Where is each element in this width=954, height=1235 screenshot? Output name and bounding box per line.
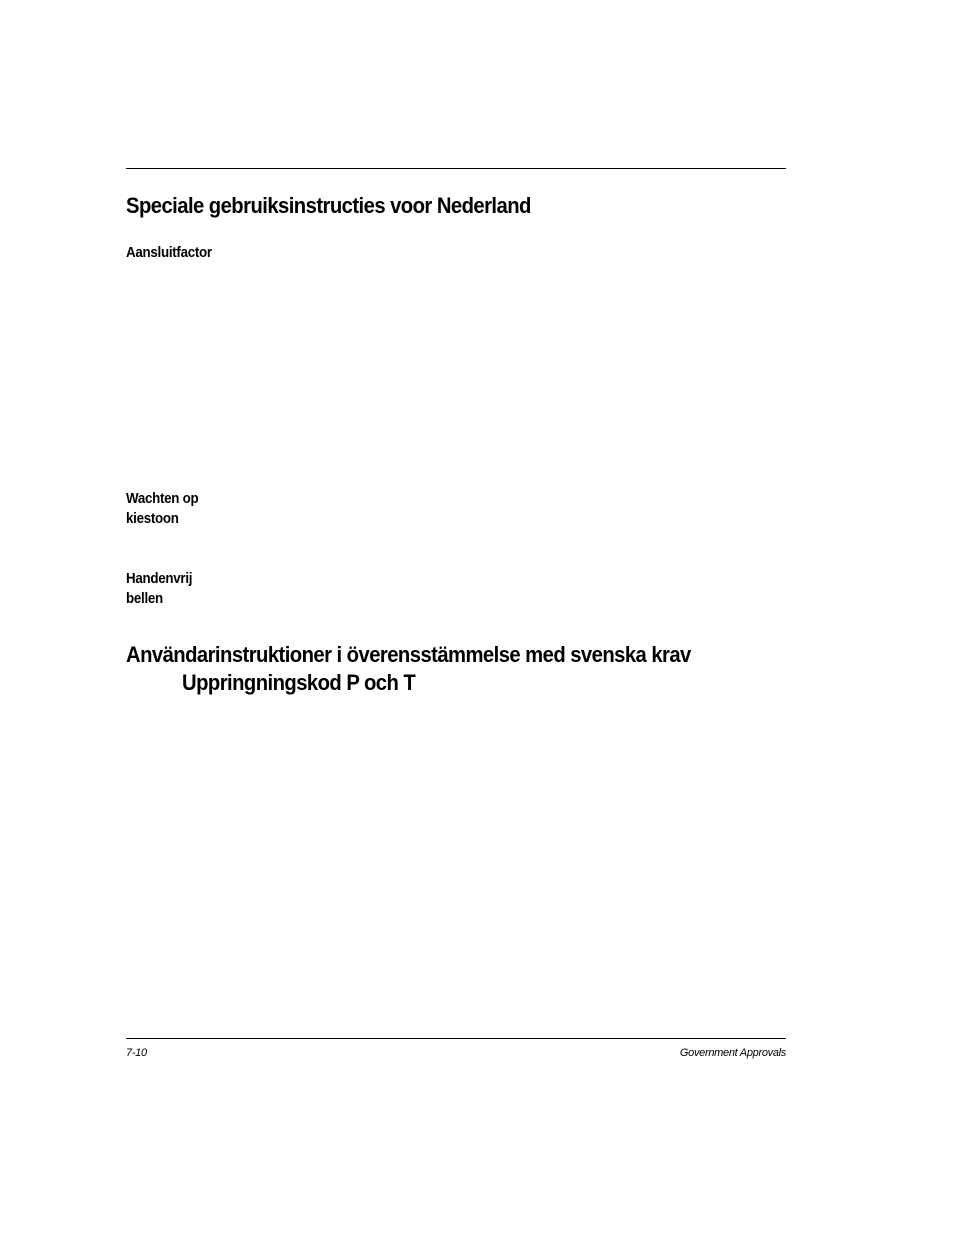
section-subtitle-sweden: Uppringningskod P och T [182, 670, 416, 695]
page-number: 7-10 [126, 1047, 147, 1059]
sidehead-wachten-op-line2: kiestoon [126, 511, 179, 527]
footer-chapter-title: Government Approvals [679, 1047, 786, 1059]
bottom-rule [126, 1038, 786, 1039]
section-title-sweden: Användarinstruktioner i överensstämmelse med svenska krav [126, 642, 691, 667]
section-title-netherlands: Speciale gebruiksinstructies voor Nederland [126, 193, 531, 218]
sidehead-aansluitfactor: Aansluitfactor [126, 245, 212, 261]
sidehead-handenvrij-line1: Handenvrij [126, 571, 193, 587]
sidehead-handenvrij-line2: bellen [126, 591, 163, 607]
sidehead-wachten-op-line1: Wachten op [126, 491, 199, 507]
top-rule [126, 168, 786, 169]
